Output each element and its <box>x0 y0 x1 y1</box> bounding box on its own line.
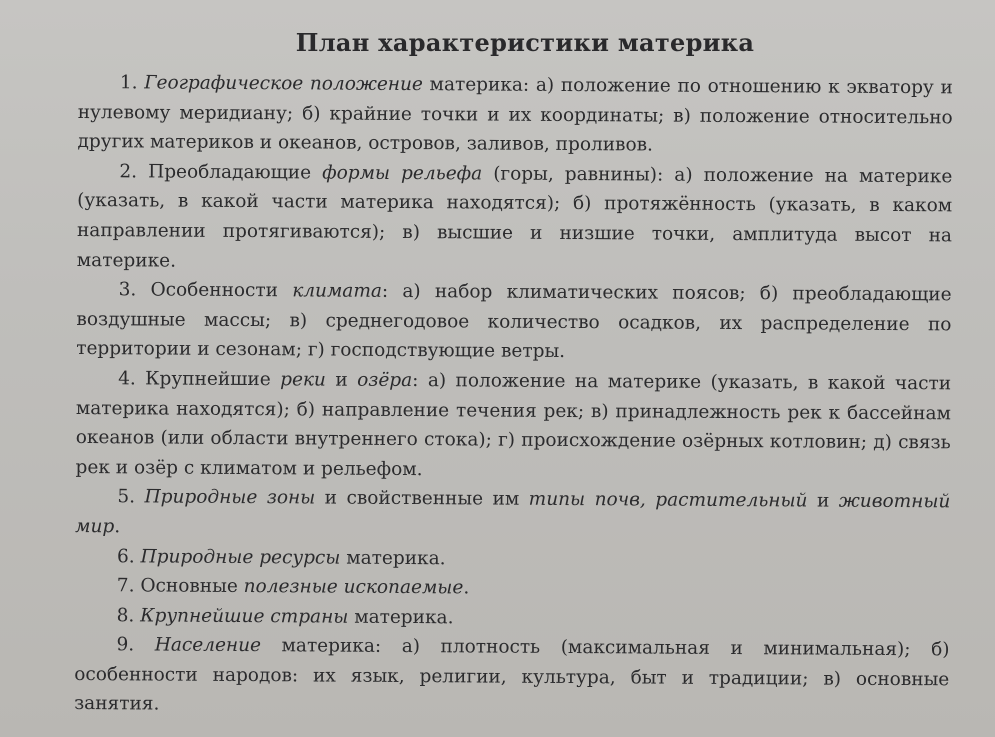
item-number: 5. <box>117 486 136 508</box>
item-italic-2: типы почв, растительный <box>528 489 808 512</box>
list-item-1 <box>77 68 953 162</box>
item-italic: полезные ископаемые <box>243 576 464 599</box>
item-text: . <box>463 577 470 599</box>
item-text: . <box>114 516 121 538</box>
item-text: : а) набор климатических поясов; б) преобладающие воздушные массы; в) среднегодовое количество осадков, их распределение по территории и сезонам; г) господствующие ветры. <box>76 281 952 363</box>
item-text-pre: Крупнейшие <box>145 368 281 391</box>
item-text-pre: Преобладающие <box>148 161 323 184</box>
item-text-mid: и свойственные им <box>315 487 529 511</box>
item-number: 7. <box>116 575 135 597</box>
item-number: 2. <box>119 161 138 183</box>
item-text: (горы, равнины): а) положение на материке (указать, в какой части материка находятся); б) протяжённость (указать, в каком направлении протягиваются); в) высшие и низшие точки, амплитуда высот на материке. <box>76 163 953 272</box>
item-text: материка. <box>348 606 454 628</box>
list-item-5 <box>75 482 950 547</box>
item-italic: Географическое положение <box>144 72 423 96</box>
item-text-pre: Основные <box>140 575 244 598</box>
item-italic: Население <box>154 634 262 657</box>
item-italic: реки <box>280 369 326 391</box>
item-number: 8. <box>116 604 135 627</box>
item-italic: Крупнейшие страны <box>140 605 349 628</box>
list-item-3 <box>76 275 952 369</box>
page-title: План характеристики материка <box>295 28 755 57</box>
item-text-mid: и <box>325 369 358 391</box>
item-text-pre: Особенности <box>150 279 293 302</box>
item-number: 1. <box>119 72 138 94</box>
list-item-4 <box>75 364 951 488</box>
item-text: : а) положение на материке (указать, в какой части материка находятся); б) направление течения рек; в) принадлежность рек к бассейнам океанов (или области внутреннего стока); г) происхождение озёрных котловин; д) связь рек и озёр с климатом и рельефом. <box>75 369 952 480</box>
item-italic: формы рельефа <box>322 162 483 185</box>
item-italic-3: животный мир <box>75 490 951 538</box>
plan-list <box>74 68 953 724</box>
item-number: 6. <box>116 545 135 567</box>
item-text-mid-2: и <box>807 490 839 512</box>
item-text: материка. <box>340 547 446 569</box>
item-number: 9. <box>116 634 135 656</box>
item-italic: Природные зоны <box>144 486 316 509</box>
item-italic: климата <box>292 280 383 303</box>
item-italic-2: озёра <box>357 369 413 391</box>
item-text: материка: а) плотность (максимальная и минимальная); б) особенности народов: их язык, религии, культура, быт и традиции; в) основные занятия. <box>74 635 950 715</box>
list-item-9 <box>74 630 950 724</box>
item-italic: Природные ресурсы <box>140 545 341 569</box>
item-text: материка: а) положение по отношению к экватору и нулевому меридиану; б) крайние точки и их координаты; в) положение относительно других материков и океанов, островов, заливов, проливов. <box>77 74 953 156</box>
item-number: 4. <box>118 368 136 390</box>
list-item-2 <box>77 157 953 281</box>
item-number: 3. <box>118 279 137 301</box>
